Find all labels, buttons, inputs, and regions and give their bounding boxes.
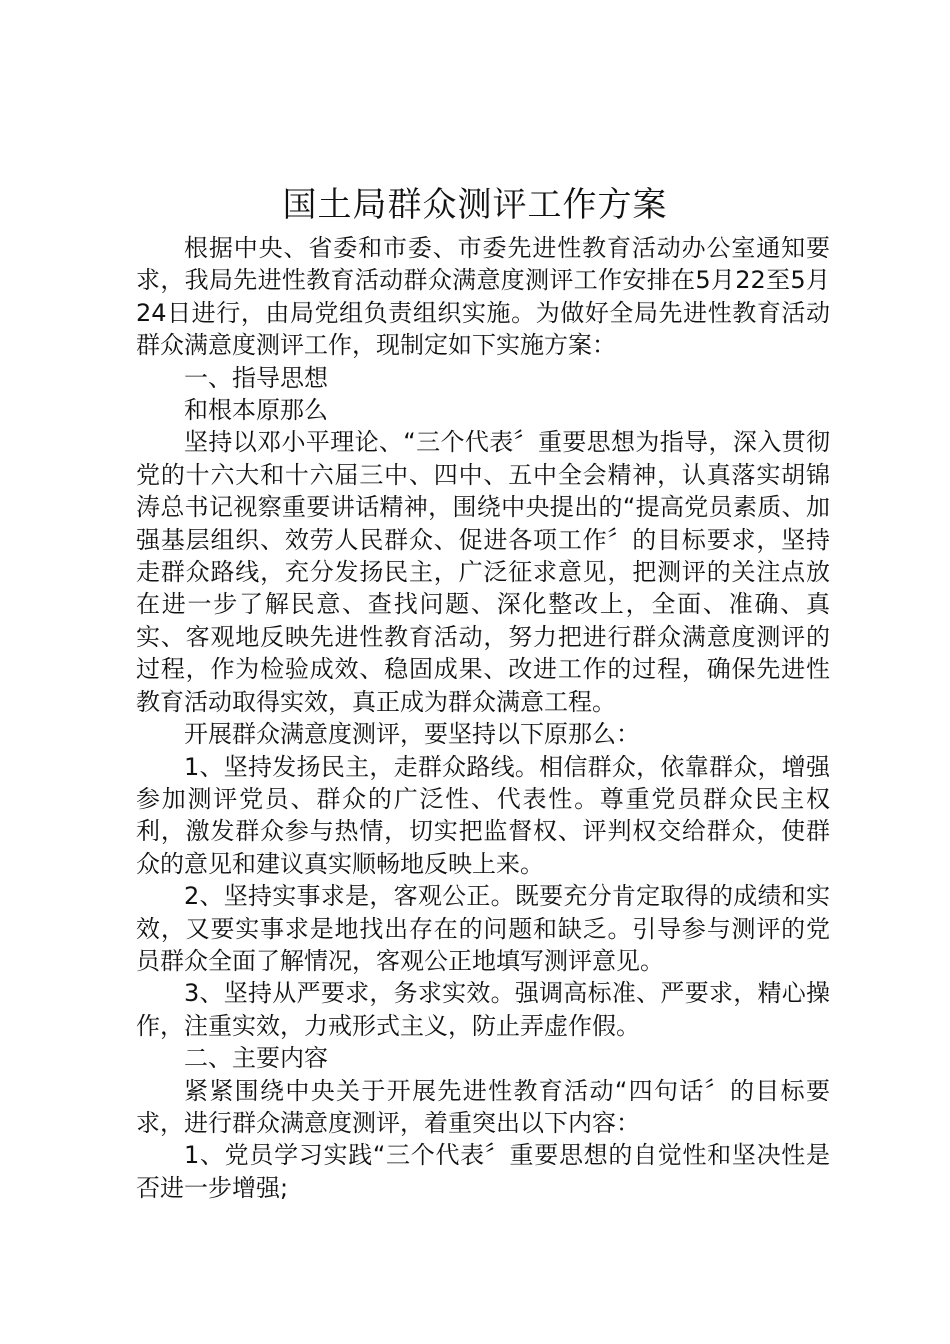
heading-main-content: 二、主要内容 — [184, 1044, 328, 1073]
paragraph-principle-2: 2、坚持实事求是，客观公正。既要充分肯定取得的成绩和实效，又要实事求是地找出存在的问题和缺乏。引导参与测评的党员群众全面了解情况，客观公正地填写测评意见。 — [136, 882, 830, 975]
paragraph-principle-3: 3、坚持从严要求，务求实效。强调高标准、严要求，精心操作，注重实效，力戒形式主义，防止弄虚作假。 — [136, 979, 830, 1040]
paragraph-guidance: 坚持以邓小平理论、“三个代表〞重要思想为指导，深入贯彻党的十六大和十六届三中、四中、五中全会精神，认真落实胡锦涛总书记视察重要讲话精神，围绕中央提出的“提高党员素质、加强基层组织、效劳人民群众、促进各项工作〞的目标要求，坚持走群众路线，充分发扬民主，广泛征求意见，把测评的关注点放在进一步了解民意、查找问题、深化整改上，全面、准确、真实、客观地反映先进性教育活动，努力把进行群众满意度测评的过程，作为检验成效、稳固成果、改进工作的过程，确保先进性教育活动取得实效，真正成为群众满意工程。 — [136, 428, 830, 716]
paragraph-content-lead: 紧紧围绕中央关于开展先进性教育活动“四句话〞的目标要求，进行群众满意度测评，着重突出以下内容： — [136, 1076, 830, 1137]
paragraph-intro: 根据中央、省委和市委、市委先进性教育活动办公室通知要求，我局先进性教育活动群众满意度测评工作安排在5月22至5月24日进行，由局党组负责组织实施。为做好全局先进性教育活动群众满意度测评工作，现制定如下实施方案： — [136, 234, 830, 360]
paragraph-principle-1: 1、坚持发扬民主，走群众路线。相信群众，依靠群众，增强参加测评党员、群众的广泛性、代表性。尊重党员群众民主权利，激发群众参与热情，切实把监督权、评判权交给群众，使群众的意见和建议真实顺畅地反映上来。 — [136, 752, 830, 878]
paragraph-content-1: 1、党员学习实践“三个代表〞重要思想的自觉性和坚决性是否进一步增强; — [136, 1141, 830, 1202]
document-title: 国土局群众测评工作方案 — [282, 185, 668, 225]
document-body — [136, 232, 830, 1204]
heading-guiding-thought: 一、指导思想 — [184, 363, 328, 392]
heading-basic-principles: 和根本原那么 — [184, 396, 328, 425]
paragraph-principles-lead: 开展群众满意度测评，要坚持以下原那么： — [184, 720, 640, 749]
